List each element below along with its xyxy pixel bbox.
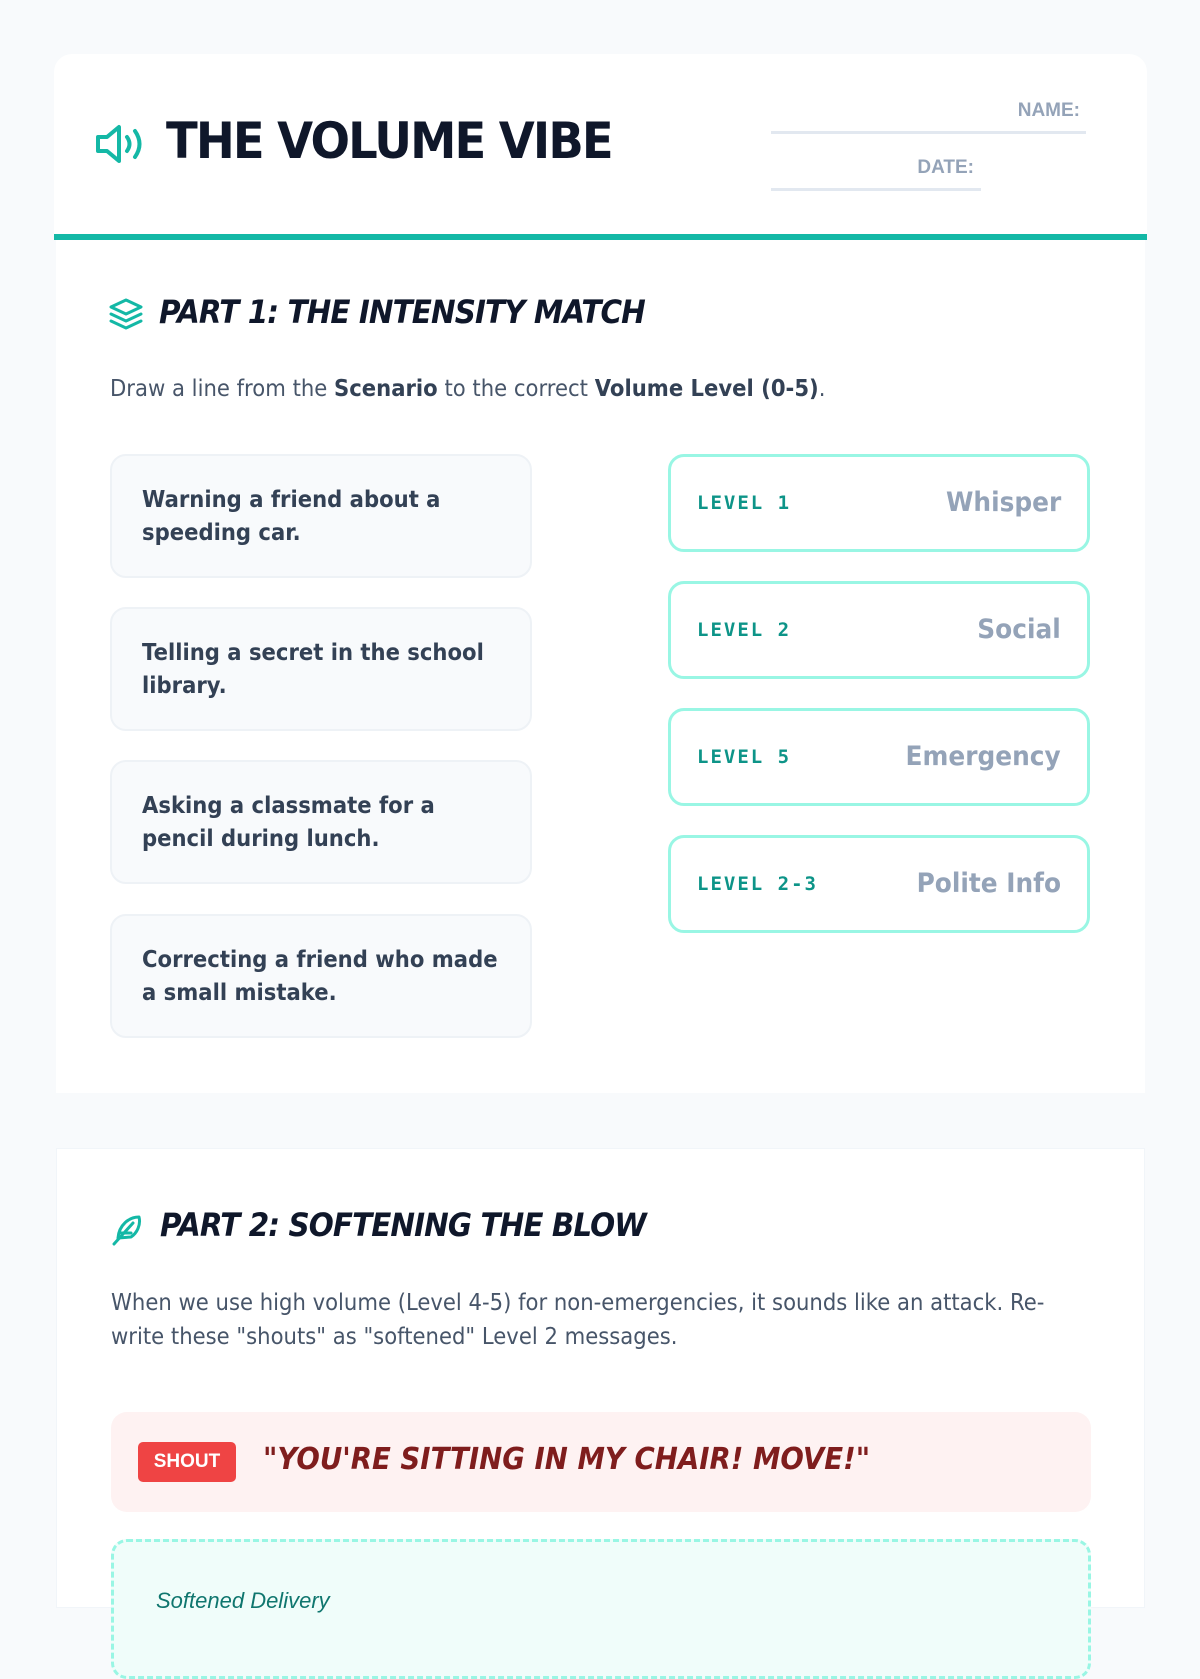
level-number: LEVEL 5 bbox=[697, 746, 792, 768]
level-card[interactable] bbox=[668, 835, 1090, 933]
part2-instructions: When we use high volume (Level 4-5) for non-emergencies, it sounds like an attack. Re-write these "shouts" as "softened" Level 2 messages. bbox=[111, 1290, 1045, 1350]
level-card[interactable] bbox=[668, 454, 1090, 552]
date-field[interactable] bbox=[771, 188, 981, 191]
scenario-card[interactable]: Asking a classmate for a pencil during lunch. bbox=[110, 760, 532, 884]
level-name: Polite Info bbox=[916, 868, 1061, 899]
name-field[interactable] bbox=[771, 131, 1086, 134]
level-name: Whisper bbox=[945, 487, 1061, 518]
worksheet-header bbox=[54, 54, 1147, 240]
speaker-volume-icon bbox=[94, 122, 146, 166]
part1-instructions: Draw a line from the Scenario to the correct Volume Level (0-5). bbox=[110, 376, 826, 402]
shout-badge: SHOUT bbox=[138, 1442, 236, 1482]
part2-title: PART 2: SOFTENING THE BLOW bbox=[160, 1206, 646, 1244]
level-card[interactable] bbox=[668, 708, 1090, 806]
page-title: THE VOLUME VIBE bbox=[166, 112, 612, 170]
shout-prompt bbox=[111, 1412, 1091, 1512]
softened-label: Softened Delivery bbox=[156, 1588, 330, 1613]
level-number: LEVEL 2 bbox=[697, 619, 792, 641]
shout-text: "YOU'RE SITTING IN MY CHAIR! MOVE!" bbox=[263, 1442, 871, 1477]
date-label: DATE: bbox=[917, 157, 974, 178]
part1-section bbox=[56, 240, 1145, 1093]
name-label: NAME: bbox=[1017, 100, 1080, 121]
level-name: Emergency bbox=[905, 741, 1061, 772]
part2-section bbox=[56, 1148, 1145, 1613]
level-card[interactable] bbox=[668, 581, 1090, 679]
layers-icon bbox=[108, 296, 144, 332]
level-number: LEVEL 1 bbox=[697, 492, 792, 514]
feather-icon bbox=[109, 1211, 145, 1247]
softened-answer-box[interactable] bbox=[111, 1539, 1091, 1679]
scenario-card[interactable]: Warning a friend about a speeding car. bbox=[110, 454, 532, 578]
scenario-card[interactable]: Telling a secret in the school library. bbox=[110, 607, 532, 731]
level-number: LEVEL 2-3 bbox=[697, 873, 818, 895]
level-name: Social bbox=[977, 614, 1061, 645]
part1-title: PART 1: THE INTENSITY MATCH bbox=[159, 293, 645, 331]
scenario-card[interactable]: Correcting a friend who made a small mistake. bbox=[110, 914, 532, 1038]
